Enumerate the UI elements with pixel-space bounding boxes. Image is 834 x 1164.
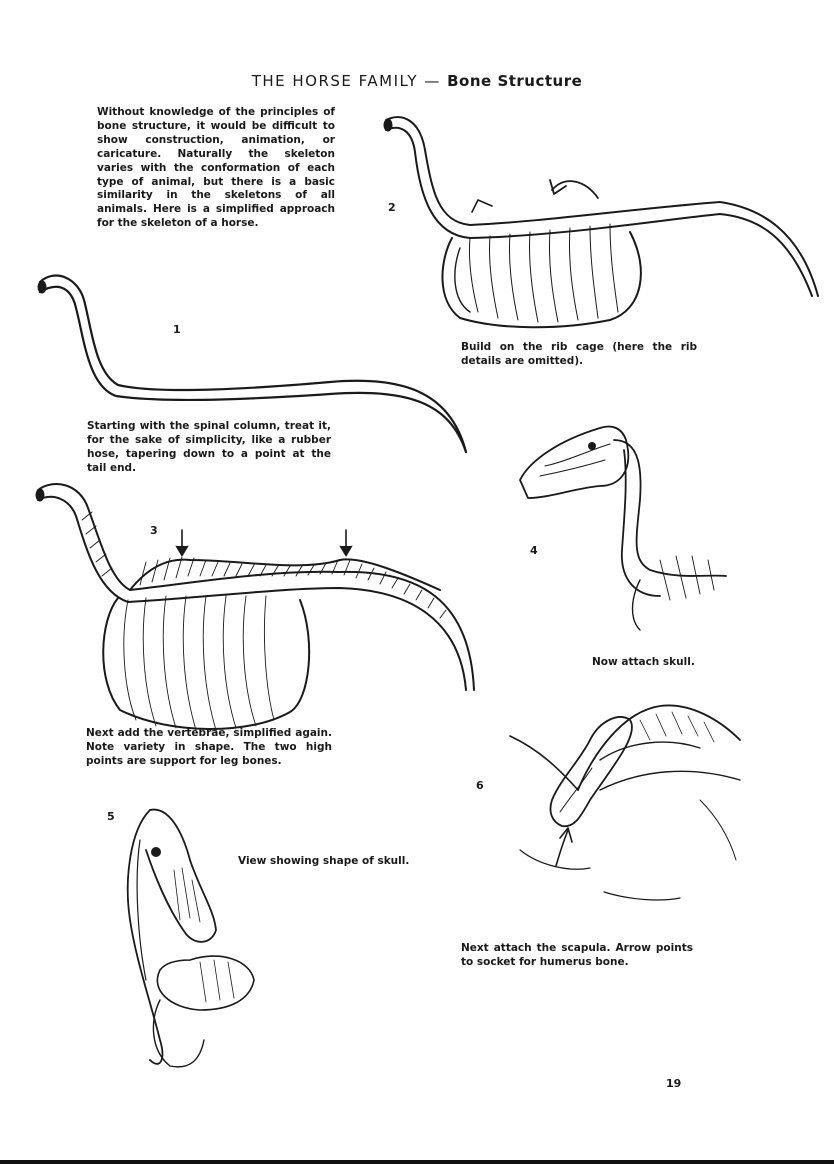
step-2-caption: Build on the rib cage (here the rib details are omitted). (461, 341, 697, 367)
intro-paragraph: Without knowledge of the principles of bone structure, it would be difficult to show construction, animation, or caricature. Naturally the skeleton varies with the conformation of each type of animal, but there is a basic similarity in the skeletons of all animals. Here is a simplified approach for the skeleton of a horse. (97, 106, 335, 230)
step-1-caption: Starting with the spinal column, treat it, for the sake of simplicity, like a rubber hose, tapering down to a point at the tail end. (87, 420, 331, 474)
step-5-caption: View showing shape of skull. (238, 855, 410, 867)
skull-front-illustration (128, 810, 254, 1067)
skull-illustration (520, 427, 726, 631)
step-number-2: 2 (388, 201, 396, 214)
scapula-illustration (510, 705, 740, 900)
step-4-caption: Now attach skull. (592, 656, 695, 668)
step-number-6: 6 (476, 779, 484, 792)
step-3-caption: Next add the vertebrae, simplified again. Note variety in shape. The two high points are support for leg bones. (86, 727, 332, 767)
step-number-3: 3 (150, 524, 158, 537)
page-number: 19 (666, 1077, 682, 1090)
rib-cage-illustration (384, 117, 818, 327)
scan-edge (0, 1160, 834, 1164)
title-sub: Bone Structure (447, 72, 583, 90)
title-dash: — (424, 72, 441, 90)
vertebrae-illustration (36, 484, 474, 730)
step-number-4: 4 (530, 544, 538, 557)
step-number-1: 1 (173, 323, 181, 336)
title-main: THE HORSE FAMILY (251, 72, 419, 90)
step-number-5: 5 (107, 810, 115, 823)
step-6-caption: Next attach the scapula. Arrow points to socket for humerus bone. (461, 942, 693, 968)
